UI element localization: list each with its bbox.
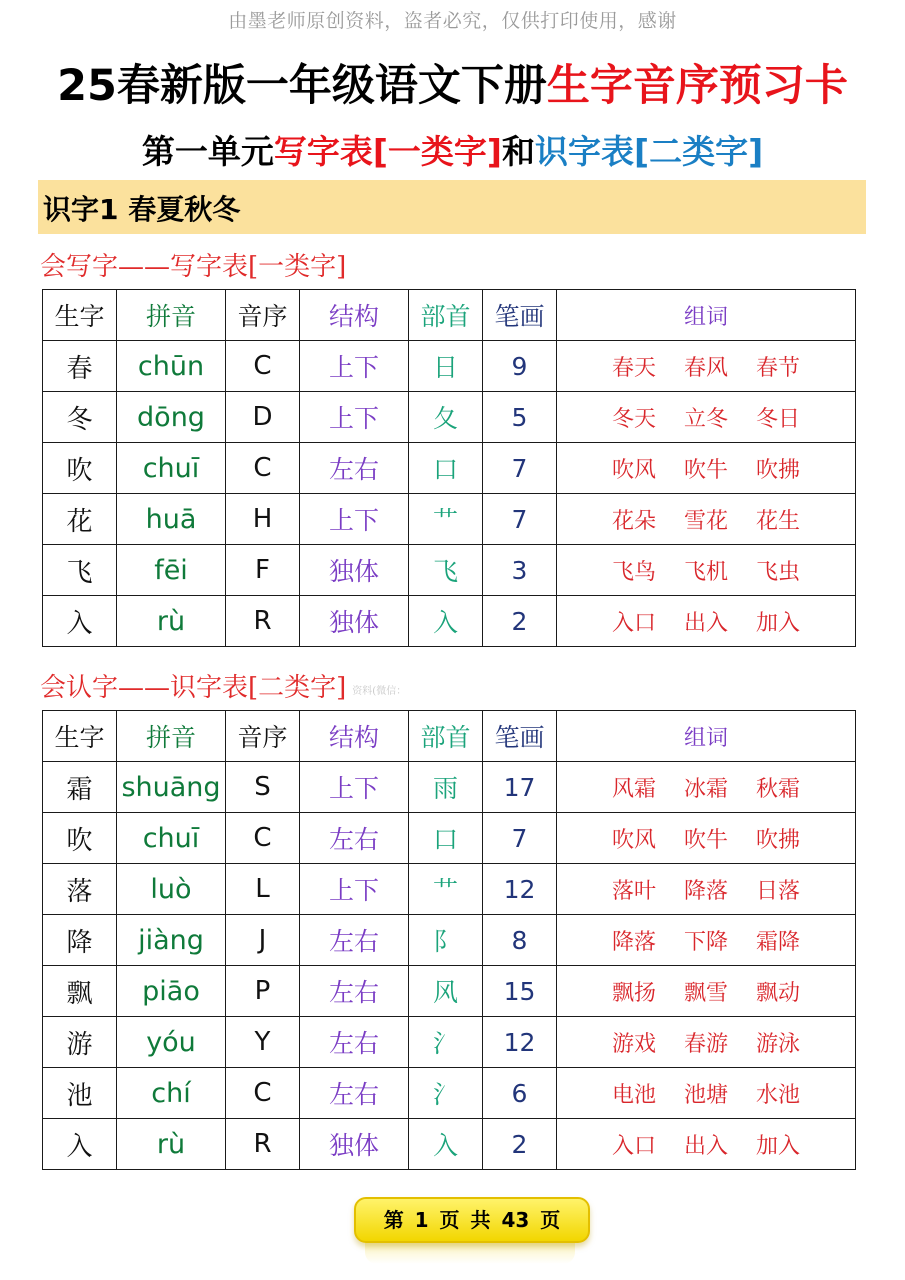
initial-letter-cell: C	[226, 1068, 300, 1119]
stroke-count-cell: 15	[483, 966, 557, 1017]
word-example: 吹牛	[683, 827, 728, 853]
header-initial-letter: 音序	[226, 290, 300, 341]
structure-cell: 上下	[300, 494, 409, 545]
word-examples-cell	[557, 762, 856, 813]
pinyin-cell: huā	[117, 494, 226, 545]
word-example: 池塘	[683, 1082, 728, 1108]
word-example: 电池	[611, 1082, 656, 1108]
radical-cell: 雨	[409, 762, 483, 813]
word-examples-cell	[557, 392, 856, 443]
table-row	[43, 864, 856, 915]
header-character: 生字	[43, 711, 117, 762]
word-example: 水池	[756, 1082, 801, 1108]
table-row	[43, 545, 856, 596]
word-example: 日落	[756, 878, 801, 904]
radical-cell: 入	[409, 1119, 483, 1170]
pinyin-cell: chūn	[117, 341, 226, 392]
table-row	[43, 494, 856, 545]
word-example: 入口	[611, 1133, 656, 1159]
initial-letter-cell: C	[226, 813, 300, 864]
character-cell: 入	[43, 1119, 117, 1170]
structure-cell: 左右	[300, 1017, 409, 1068]
structure-cell: 左右	[300, 915, 409, 966]
main-title	[0, 52, 905, 113]
pinyin-cell: dōng	[117, 392, 226, 443]
section-label-reading	[40, 667, 406, 704]
character-cell: 落	[43, 864, 117, 915]
word-example: 冰霜	[683, 776, 728, 802]
character-cell: 游	[43, 1017, 117, 1068]
structure-cell: 独体	[300, 596, 409, 647]
word-example: 雪花	[683, 508, 728, 534]
section-label-reading-text: 会认字——识字表[二类字]	[40, 673, 347, 703]
word-example: 飘扬	[611, 980, 656, 1006]
word-example: 降落	[683, 878, 728, 904]
word-example: 春天	[611, 355, 656, 381]
word-example: 游戏	[611, 1031, 656, 1057]
header-radical: 部首	[409, 290, 483, 341]
character-cell: 池	[43, 1068, 117, 1119]
initial-letter-cell: R	[226, 596, 300, 647]
word-examples-cell	[557, 494, 856, 545]
structure-cell: 左右	[300, 443, 409, 494]
stroke-count-cell: 8	[483, 915, 557, 966]
table-row	[43, 596, 856, 647]
character-cell: 入	[43, 596, 117, 647]
header-pinyin: 拼音	[117, 711, 226, 762]
table-row	[43, 813, 856, 864]
radical-cell: 入	[409, 596, 483, 647]
word-example: 春节	[756, 355, 801, 381]
lesson-title: 识字1 春夏秋冬	[43, 193, 241, 226]
table-row	[43, 443, 856, 494]
table-row	[43, 392, 856, 443]
stroke-count-cell: 7	[483, 494, 557, 545]
character-cell: 飘	[43, 966, 117, 1017]
pinyin-cell: chuī	[117, 443, 226, 494]
word-example: 飞鸟	[611, 559, 656, 585]
stroke-count-cell: 2	[483, 1119, 557, 1170]
stroke-count-cell: 12	[483, 1017, 557, 1068]
table-row	[43, 1017, 856, 1068]
sub-title-reading-list: 识字表[二类字]	[535, 132, 764, 171]
pinyin-cell: chuī	[117, 813, 226, 864]
header-word-examples: 组词	[557, 711, 856, 762]
word-example: 冬日	[756, 406, 801, 432]
sub-title-unit: 第一单元	[141, 132, 274, 171]
header-stroke-count: 笔画	[483, 711, 557, 762]
pinyin-cell: rù	[117, 1119, 226, 1170]
pinyin-cell: jiàng	[117, 915, 226, 966]
pinyin-cell: shuāng	[117, 762, 226, 813]
structure-cell: 左右	[300, 813, 409, 864]
stroke-count-cell: 7	[483, 443, 557, 494]
word-example: 入口	[611, 610, 656, 636]
pinyin-cell: piāo	[117, 966, 226, 1017]
stroke-count-cell: 7	[483, 813, 557, 864]
word-example: 吹拂	[756, 827, 801, 853]
section-label-writing	[40, 246, 346, 283]
word-example: 吹牛	[683, 457, 728, 483]
faint-watermark-text: 资料(微信：	[352, 685, 407, 697]
word-example: 下降	[683, 929, 728, 955]
stroke-count-cell: 5	[483, 392, 557, 443]
word-example: 花生	[756, 508, 801, 534]
sub-title-and: 和	[502, 132, 535, 171]
section-label-writing-text: 会写字——写字表[一类字]	[40, 252, 347, 282]
header-word-examples: 组词	[557, 290, 856, 341]
word-example: 冬天	[611, 406, 656, 432]
word-example: 飘动	[756, 980, 801, 1006]
initial-letter-cell: P	[226, 966, 300, 1017]
initial-letter-cell: J	[226, 915, 300, 966]
word-example: 花朵	[611, 508, 656, 534]
word-example: 飞机	[683, 559, 728, 585]
stroke-count-cell: 12	[483, 864, 557, 915]
word-examples-cell	[557, 443, 856, 494]
header-pinyin: 拼音	[117, 290, 226, 341]
word-examples-cell	[557, 864, 856, 915]
initial-letter-cell: L	[226, 864, 300, 915]
word-example: 春风	[683, 355, 728, 381]
word-example: 游泳	[756, 1031, 801, 1057]
word-example: 吹拂	[756, 457, 801, 483]
character-cell: 花	[43, 494, 117, 545]
pinyin-cell: yóu	[117, 1017, 226, 1068]
table-header-row	[43, 711, 856, 762]
initial-letter-cell: H	[226, 494, 300, 545]
initial-letter-cell: S	[226, 762, 300, 813]
structure-cell: 上下	[300, 341, 409, 392]
table-row	[43, 915, 856, 966]
table-row	[43, 966, 856, 1017]
radical-cell: 夂	[409, 392, 483, 443]
radical-cell: 艹	[409, 494, 483, 545]
word-examples-cell	[557, 1068, 856, 1119]
word-examples-cell	[557, 915, 856, 966]
initial-letter-cell: C	[226, 341, 300, 392]
word-example: 立冬	[683, 406, 728, 432]
header-stroke-count: 笔画	[483, 290, 557, 341]
character-cell: 霜	[43, 762, 117, 813]
word-example: 风霜	[611, 776, 656, 802]
stroke-count-cell: 6	[483, 1068, 557, 1119]
stroke-count-cell: 3	[483, 545, 557, 596]
header-structure: 结构	[300, 711, 409, 762]
word-examples-cell	[557, 1017, 856, 1068]
character-cell: 飞	[43, 545, 117, 596]
character-cell: 吹	[43, 443, 117, 494]
structure-cell: 左右	[300, 966, 409, 1017]
word-example: 出入	[683, 610, 728, 636]
reading-characters-table	[42, 710, 856, 1170]
table-row	[43, 762, 856, 813]
word-example: 出入	[683, 1133, 728, 1159]
structure-cell: 独体	[300, 545, 409, 596]
pinyin-cell: chí	[117, 1068, 226, 1119]
lesson-header	[38, 180, 866, 234]
header-structure: 结构	[300, 290, 409, 341]
header-radical: 部首	[409, 711, 483, 762]
main-title-red: 生字音序预习卡	[546, 61, 848, 111]
stroke-count-cell: 17	[483, 762, 557, 813]
header-initial-letter: 音序	[226, 711, 300, 762]
character-cell: 春	[43, 341, 117, 392]
table-row	[43, 1119, 856, 1170]
word-example: 飘雪	[683, 980, 728, 1006]
writing-characters-table	[42, 289, 856, 647]
page-badge-reflection	[365, 1242, 575, 1264]
character-cell: 降	[43, 915, 117, 966]
radical-cell: 艹	[409, 864, 483, 915]
table-row	[43, 341, 856, 392]
initial-letter-cell: D	[226, 392, 300, 443]
word-example: 秋霜	[756, 776, 801, 802]
structure-cell: 独体	[300, 1119, 409, 1170]
radical-cell: 阝	[409, 915, 483, 966]
word-examples-cell	[557, 966, 856, 1017]
initial-letter-cell: F	[226, 545, 300, 596]
word-examples-cell	[557, 1119, 856, 1170]
radical-cell: 日	[409, 341, 483, 392]
sub-title-writing-list: 写字表[一类字]	[273, 132, 502, 171]
word-examples-cell	[557, 545, 856, 596]
watermark-text: 由墨老师原创资料，盗者必究，仅供打印使用，感谢	[228, 10, 677, 32]
word-example: 加入	[756, 610, 801, 636]
structure-cell: 左右	[300, 1068, 409, 1119]
initial-letter-cell: R	[226, 1119, 300, 1170]
word-example: 飞虫	[756, 559, 801, 585]
radical-cell: 氵	[409, 1068, 483, 1119]
radical-cell: 口	[409, 443, 483, 494]
stroke-count-cell: 2	[483, 596, 557, 647]
header-character: 生字	[43, 290, 117, 341]
pinyin-cell: fēi	[117, 545, 226, 596]
word-example: 降落	[611, 929, 656, 955]
word-examples-cell	[557, 596, 856, 647]
stroke-count-cell: 9	[483, 341, 557, 392]
pinyin-cell: rù	[117, 596, 226, 647]
radical-cell: 飞	[409, 545, 483, 596]
word-example: 霜降	[756, 929, 801, 955]
radical-cell: 口	[409, 813, 483, 864]
structure-cell: 上下	[300, 392, 409, 443]
structure-cell: 上下	[300, 864, 409, 915]
word-examples-cell	[557, 813, 856, 864]
word-example: 落叶	[611, 878, 656, 904]
word-examples-cell	[557, 341, 856, 392]
initial-letter-cell: Y	[226, 1017, 300, 1068]
character-cell: 吹	[43, 813, 117, 864]
main-title-black: 25春新版一年级语文下册	[57, 61, 547, 111]
initial-letter-cell: C	[226, 443, 300, 494]
word-example: 吹风	[611, 827, 656, 853]
structure-cell: 上下	[300, 762, 409, 813]
radical-cell: 风	[409, 966, 483, 1017]
table-header-row	[43, 290, 856, 341]
word-example: 春游	[683, 1031, 728, 1057]
page-number-badge: 第 1 页 共 43 页	[354, 1197, 590, 1243]
pinyin-cell: luò	[117, 864, 226, 915]
word-example: 吹风	[611, 457, 656, 483]
sub-title	[0, 126, 905, 173]
word-example: 加入	[756, 1133, 801, 1159]
radical-cell: 氵	[409, 1017, 483, 1068]
table-row	[43, 1068, 856, 1119]
character-cell: 冬	[43, 392, 117, 443]
